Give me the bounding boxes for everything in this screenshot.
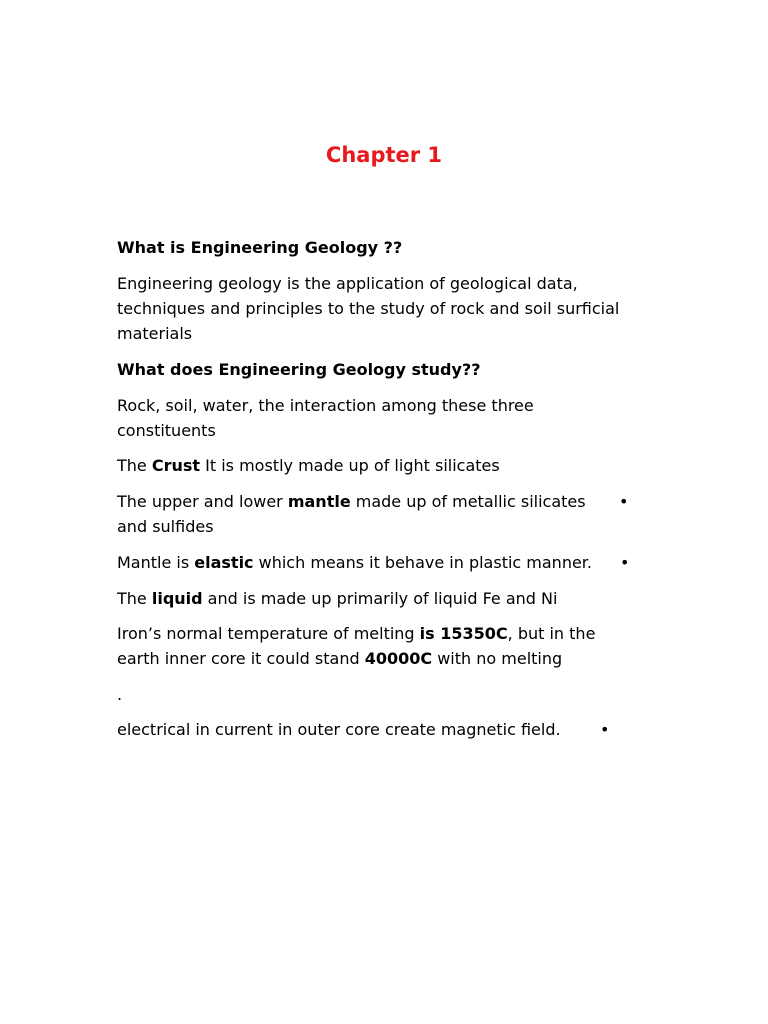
heading-what-does: What does Engineering Geology study?? (117, 360, 481, 379)
liquid-pre: The (117, 589, 152, 608)
mantle-post: made up of metallic silicates (350, 492, 586, 511)
heading-what-is: What is Engineering Geology ?? (117, 238, 403, 257)
liquid-paragraph (117, 586, 657, 611)
crust-post: It is mostly made up of light silicates (200, 456, 500, 475)
study-line-1: Rock, soil, water, the interaction among these three (117, 396, 534, 415)
liquid-post: and is made up primarily of liquid Fe and Ni (202, 589, 558, 608)
elastic-post: which means it behave in plastic manner. (253, 553, 592, 572)
definition-line-3: materials (117, 324, 193, 343)
definition-line-2: techniques and principles to the study of rock and soil surficial (117, 299, 620, 318)
iron-pre: Iron’s normal temperature of melting (117, 624, 420, 643)
stray-dot: . (117, 685, 123, 704)
elastic-paragraph (117, 550, 657, 575)
chapter-title: Chapter 1 (325, 143, 443, 167)
iron-paragraph-line-1 (117, 621, 657, 646)
iron-bold-1: is 15350C (419, 624, 508, 643)
iron-paragraph-line-2 (117, 646, 657, 671)
electrical-paragraph: electrical in current in outer core create magnetic field. (117, 720, 561, 739)
crust-paragraph (117, 453, 657, 478)
iron-line2-post: with no melting (432, 649, 563, 668)
electrical-bullet-icon: • (600, 720, 610, 739)
liquid-bold: liquid (151, 589, 203, 608)
elastic-bold: elastic (194, 553, 254, 572)
iron-mid: , but in the (507, 624, 596, 643)
study-line-2: constituents (117, 421, 216, 440)
mantle-bullet-icon: • (619, 492, 629, 511)
iron-bold-2: 40000C (364, 649, 433, 668)
elastic-pre: Mantle is (117, 553, 195, 572)
crust-bold: Crust (151, 456, 201, 475)
elastic-bullet-icon: • (620, 553, 630, 572)
mantle-paragraph-line-1 (117, 489, 657, 514)
crust-pre: The (117, 456, 152, 475)
mantle-paragraph-line-2: and sulfides (117, 517, 214, 536)
definition-line-1: Engineering geology is the application of geological data, (117, 274, 578, 293)
iron-line2-pre: earth inner core it could stand (117, 649, 365, 668)
mantle-pre: The upper and lower (117, 492, 288, 511)
mantle-bold: mantle (287, 492, 351, 511)
